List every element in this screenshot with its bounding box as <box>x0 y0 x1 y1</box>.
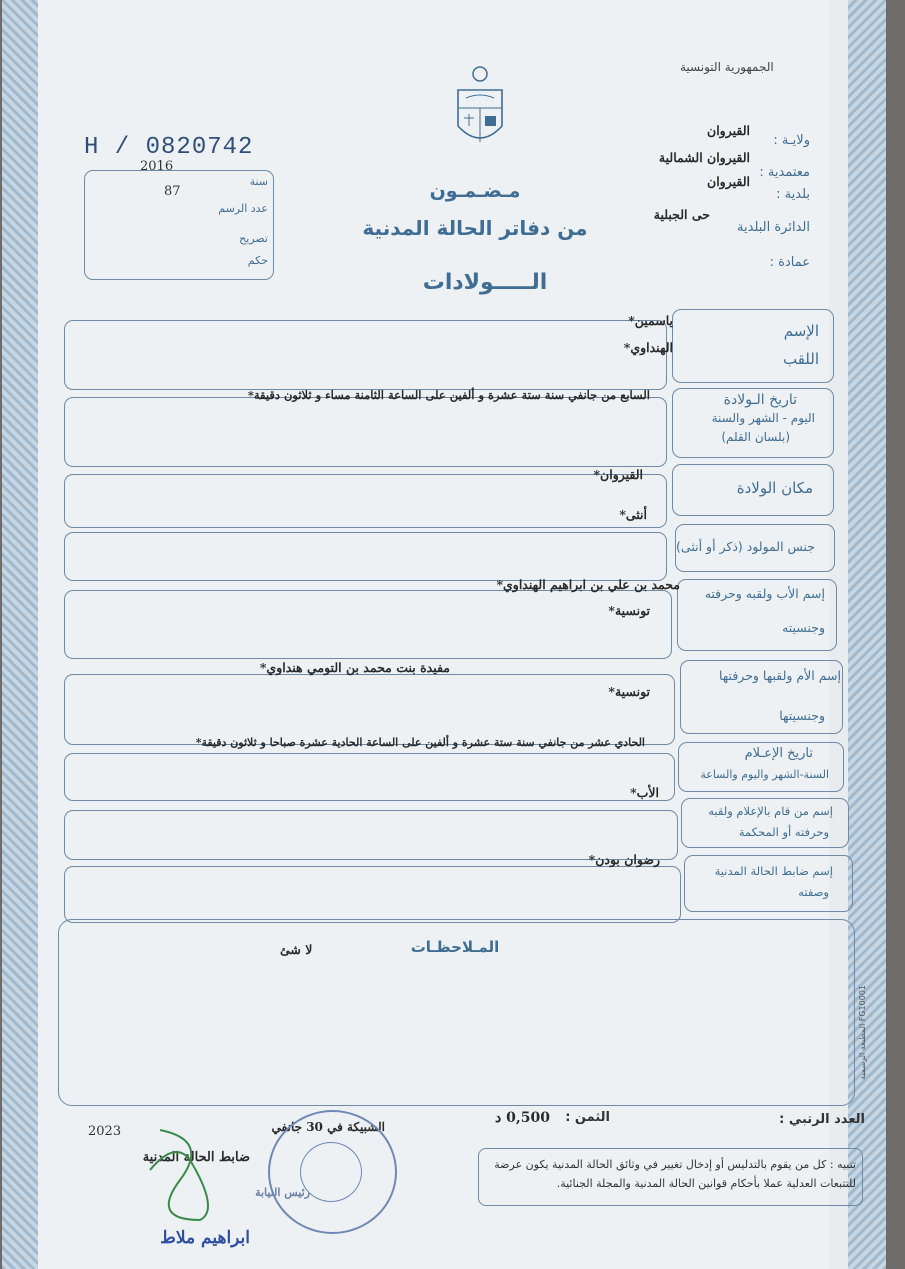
value-box-officer <box>64 866 681 923</box>
issue-date-place: الشبيكة في 30 جانفي <box>271 1120 385 1134</box>
label-first-name: الإسم <box>783 322 819 340</box>
label-declaration-date: تاريخ الإعـلام <box>744 746 813 761</box>
registry-number-label: عدد الرسم <box>218 202 268 215</box>
value-mother-nationality: تونسية* <box>608 684 650 699</box>
value-box-mother <box>64 674 675 745</box>
value-box-declarant <box>64 810 678 860</box>
republic-label: الجمهورية التونسية <box>680 60 774 74</box>
value-declaration-date: الحادي عشر من جانفي سنة ستة عشرة و ألفين على الساعة الحادية عشرة صباحا و ثلاثون دقيقة* <box>195 736 645 749</box>
signature-icon <box>120 1120 230 1230</box>
registry-judgment-label: حكم <box>247 254 268 267</box>
label-birth-place: مكان الولادة <box>736 479 813 497</box>
value-last-name: الهنداوي* <box>623 340 673 355</box>
value-box-sex <box>64 532 667 581</box>
officer-note: رئيس النيابة <box>255 1186 310 1199</box>
issue-year: 2023 <box>88 1124 122 1139</box>
value-first-name: ياسمين* <box>628 313 673 328</box>
label-officer: إسم ضابط الحالة المدنية <box>714 864 833 878</box>
mootamadia-label: معتمدية : <box>759 165 810 180</box>
mootamadia-value: القيروان الشمالية <box>658 150 750 165</box>
label-last-name: اللقب <box>782 350 819 368</box>
title-line2: من دفاتر الحالة المدنية <box>362 216 588 240</box>
serial-label: العدد الرتبي : <box>779 1112 865 1127</box>
baladia-value: القيروان <box>707 174 750 189</box>
value-mother: مفيدة بنت محمد بن التومي هنداوي* <box>259 660 450 675</box>
price-label: الثمن : <box>565 1110 610 1125</box>
wilaya-value: القيروان <box>707 123 750 138</box>
daira-value: حى الجبلية <box>653 207 710 222</box>
label-declarant-sub: وحرفته أو المحكمة <box>738 825 829 839</box>
label-father-nationality: وجنسيته <box>782 620 825 635</box>
label-mother-nationality: وجنسيتها <box>779 708 825 723</box>
printer-code: المطبعة الرسمية FG10001 <box>858 985 867 1080</box>
value-birth-date: السابع من جانفي سنة ستة عشرة و ألفين على الساعة الثامنة مساء و ثلاثون دقيقة* <box>247 388 650 402</box>
label-birth-date-sub: اليوم - الشهر والسنة <box>711 411 815 425</box>
price-value: 0,500 د <box>495 1110 550 1126</box>
left-guilloche-border <box>2 0 38 1269</box>
value-box-birth-date <box>64 397 667 467</box>
warning-text: تنبيه : كل من يقوم بالتدليس أو إدخال تغيير في وثائق الحالة المدنية يكون عرضة للتتبعات العدلية عملا بأحكام قوانين الحالة المدنية والمجلة الجنائية. <box>494 1158 856 1190</box>
remarks-value: لا شئ <box>280 942 313 957</box>
officer-name: ابراهيم ملاط <box>160 1228 250 1248</box>
label-mother: إسم الأم ولقبها وحرفتها <box>718 668 841 683</box>
registry-declaration-label: تصريح <box>239 232 268 245</box>
label-box-name <box>672 309 834 383</box>
daira-label: الدائرة البلدية <box>737 220 810 235</box>
registry-year-value: 2016 <box>140 159 174 174</box>
label-declarant: إسم من قام بالإعلام ولقبه <box>708 804 833 818</box>
value-box-birth-place <box>64 474 667 528</box>
registry-number-value: 87 <box>164 184 181 199</box>
label-sex: جنس المولود (ذكر أو أنثى) <box>676 539 815 554</box>
remarks-label: المـلاحظـات <box>410 938 500 956</box>
label-birth-date: تاريخ الـولادة <box>723 392 797 408</box>
serial-number: H / 0820742 <box>84 134 254 161</box>
officer-title: ضابط الحالة المدنية <box>142 1150 250 1165</box>
omada-label: عمادة : <box>769 255 810 270</box>
value-declarant: الأب* <box>630 785 659 800</box>
municipal-stamp-icon <box>268 1110 397 1234</box>
value-sex: أنثى* <box>619 507 647 522</box>
section-title: الـــــولادات <box>422 270 548 295</box>
label-declaration-date-sub: السنة-الشهر واليوم والساعة <box>700 768 829 781</box>
value-father-nationality: تونسية* <box>608 603 650 618</box>
value-box-name <box>64 320 667 390</box>
value-birth-place: القيروان* <box>593 467 643 482</box>
label-birth-date-pen: (بلسان القلم) <box>721 430 790 444</box>
value-officer: رضوان بودن* <box>588 852 660 867</box>
wilaya-label: ولايـة : <box>773 133 810 148</box>
baladia-label: بلدية : <box>776 187 810 202</box>
value-box-declaration-date <box>64 753 675 801</box>
label-officer-sub: وصفته <box>798 885 829 899</box>
value-box-father <box>64 590 672 659</box>
title-line1: مـضـمـون <box>429 180 521 202</box>
registry-year-label: سنة <box>249 175 268 188</box>
label-father: إسم الأب ولقبه وحرفته <box>704 586 825 601</box>
value-father: محمد بن علي بن ابراهيم الهنداوي* <box>496 577 680 592</box>
tunisia-emblem-icon <box>452 64 508 154</box>
